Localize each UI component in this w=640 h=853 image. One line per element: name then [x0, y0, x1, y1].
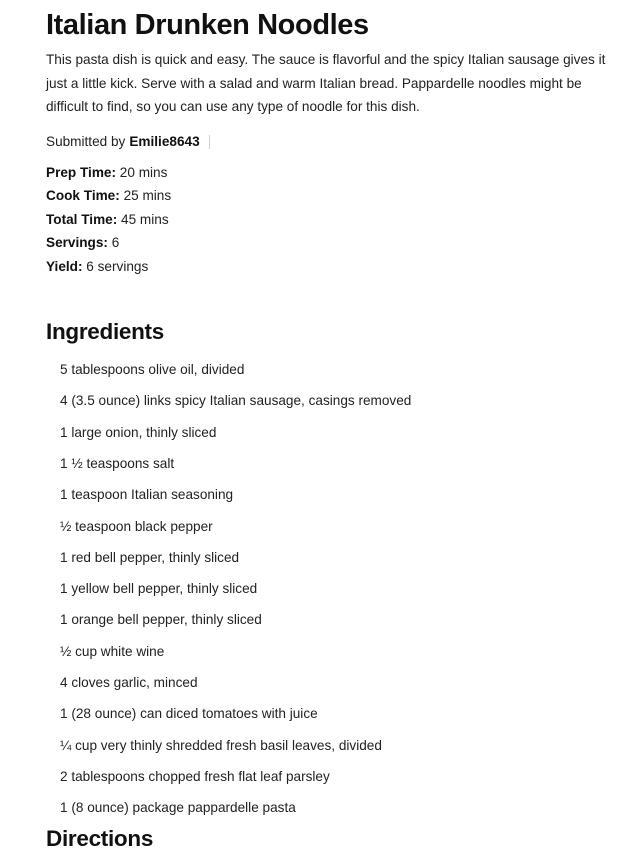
meta-value: 6 — [111, 235, 120, 251]
meta-value: 45 mins — [121, 211, 169, 227]
byline-prefix: Submitted by — [46, 133, 126, 149]
meta-label: Prep Time: — [46, 164, 117, 180]
ingredient-item: 4 cloves garlic, minced — [60, 675, 198, 691]
meta-label: Total Time: — [46, 211, 118, 227]
ingredient-item: 1 (28 ounce) can diced tomatoes with juice — [60, 706, 318, 722]
author-link[interactable]: Emilie8643 — [129, 133, 200, 149]
ingredient-item: 1 ½ teaspoons salt — [60, 456, 175, 471]
meta-cook-time — [46, 184, 626, 208]
meta-value: 20 mins — [119, 164, 168, 180]
ingredient-item: 5 tablespoons olive oil, divided — [60, 362, 245, 378]
meta-label: Yield: — [46, 258, 83, 274]
meta-value: 6 servings — [86, 258, 149, 274]
meta-total-time — [46, 208, 626, 232]
meta-prep-time — [46, 161, 626, 185]
meta-yield — [46, 255, 626, 279]
ingredient-item: 1 (8 ounce) package pappardelle pasta — [60, 800, 296, 816]
recipe-description: This pasta dish is quick and easy. The sauce is flavorful and the spicy Italian sausage gives it just a little kick. Serve with a salad and warm Italian bread. Pappardelle noodles might be difficult to find, so you can use any type of noodle for this dish. — [46, 52, 606, 114]
recipe-meta — [46, 161, 626, 279]
ingredient-item: 1 orange bell pepper, thinly sliced — [60, 612, 262, 628]
meta-value: 25 mins — [123, 188, 172, 204]
recipe-title: Italian Drunken Noodles — [46, 9, 369, 41]
ingredient-item: ½ teaspoon black pepper — [60, 518, 213, 534]
ingredient-item: 1 yellow bell pepper, thinly sliced — [60, 581, 258, 597]
meta-label: Servings: — [46, 235, 108, 251]
ingredient-item: ¼ cup very thinly shredded fresh basil leaves, divided — [60, 737, 382, 753]
ingredient-item: 4 (3.5 ounce) links spicy Italian sausage, casings removed — [60, 393, 412, 409]
ingredient-item: 1 red bell pepper, thinly sliced — [60, 549, 240, 565]
ingredient-list — [46, 354, 626, 823]
meta-servings — [46, 231, 626, 255]
byline — [46, 132, 626, 152]
byline-divider — [209, 135, 210, 149]
ingredient-item: 1 teaspoon Italian seasoning — [60, 487, 234, 503]
ingredient-item: ½ cup white wine — [60, 643, 165, 659]
ingredient-item: 1 large onion, thinly sliced — [60, 424, 217, 440]
directions-heading: Directions — [46, 825, 154, 851]
ingredients-heading: Ingredients — [46, 319, 164, 345]
meta-label: Cook Time: — [46, 188, 120, 204]
ingredient-item: 2 tablespoons chopped fresh flat leaf parsley — [60, 768, 330, 784]
